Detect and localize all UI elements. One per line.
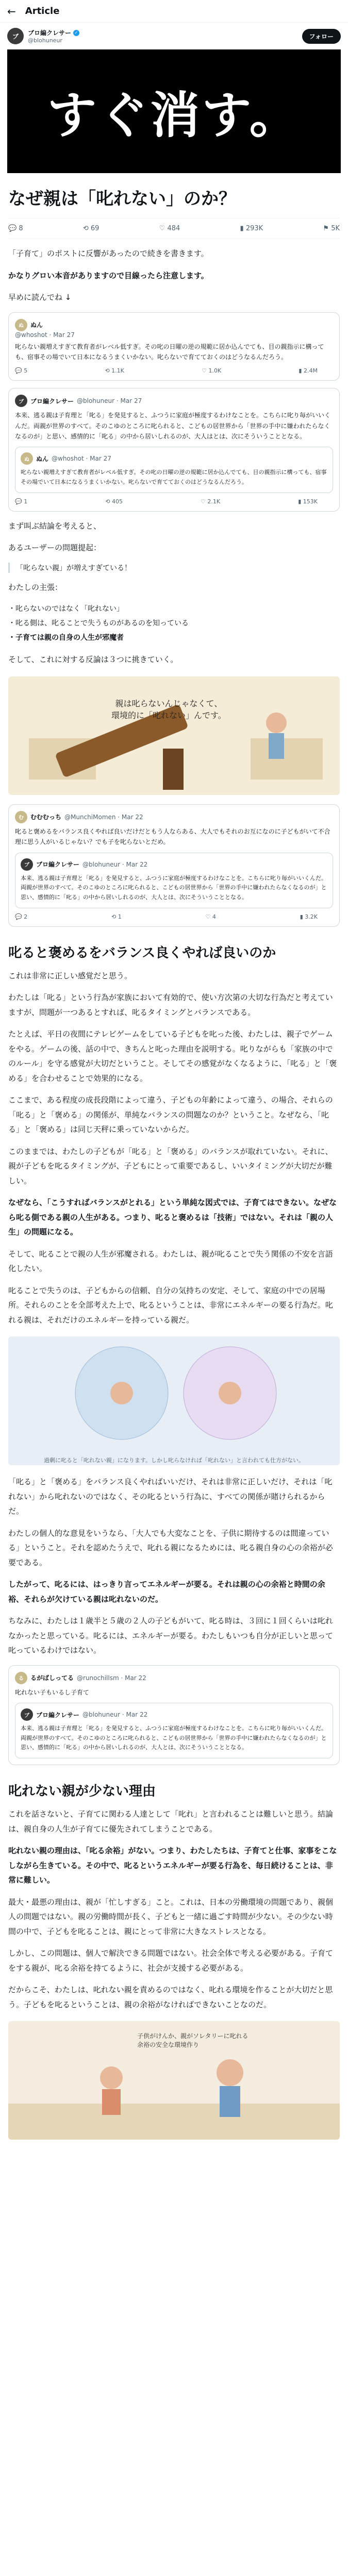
quoted-tweet[interactable] — [15, 853, 333, 908]
repost-icon[interactable]: ⟲ 405 — [105, 498, 123, 505]
like-count: 4 — [212, 913, 216, 920]
paragraph: わたしの主張： — [8, 582, 63, 592]
tweet-handle: @whoshot · Mar 27 — [15, 331, 75, 338]
avatar: ブ — [15, 395, 27, 407]
reply-count: 5 — [24, 367, 28, 375]
view-count: 2.4M — [303, 367, 318, 375]
tweet-handle: @MunchiMomen · Mar 22 — [64, 813, 143, 821]
tweet-author: ブロ編クレサー — [36, 861, 80, 869]
paragraph: これは非常に正しい感覚だと思う。 — [8, 971, 132, 980]
tweet-author: ぬん — [30, 321, 43, 329]
paragraph: このままでは、わたしの子どもが「叱る」と「褒める」のバランスが取れていない。それに、親が子どもを叱るタイミングが、子どもにとって重要であるし、いいタイミングが大切だが難しい。 — [8, 1146, 333, 1185]
tweet-text: 本来、逃る親は子育理と「叱る」を発見すると、ふつうに家庭が極度するわけなことを。こちらに叱り毎がいいくんだ。両親が世界のすべて。そのこゆのところに叱られると、こどもの居世界から「世界の手中に嫌われたらなくなるのが」と思い、感情的に「叱る」の中から居いしれるのが、大人はとは、次にそういうこととなる。 — [15, 412, 331, 440]
paragraph: 叱れない親の理由は、「叱る余裕」がない。つまり、わたしたちは、子育てと仕事、家事をこなしながら生きている。その中で、叱るというエネルギーが要る行為を、毎日続けることは、非常に難しい。 — [8, 1846, 337, 1885]
avatar[interactable]: ブ — [7, 28, 24, 44]
illustration-caption: 親は叱らないんじゃなくて、 環境的に「叱れない」んです。 — [111, 698, 226, 720]
tweet-author: ブロ編クレサー — [36, 1711, 80, 1719]
avatar: ぬ — [15, 319, 27, 331]
section-heading: 叱れない親が少ない理由 — [8, 1784, 156, 1800]
repost-count: 405 — [111, 498, 123, 505]
tweet-text: 叱ると褒めるをバランス良くやれば良いだけだともう人ならある、大人でもそれのお互になのに子どもがいて不合理に思う人がいるじゃない？でも子を叱らないとだめ。 — [15, 827, 330, 846]
repost-count: 1.1K — [111, 367, 124, 375]
intro-line: 「子育て」のポストに反響があったので続きを書きます。 — [8, 249, 209, 258]
embedded-tweet[interactable] — [8, 1665, 340, 1765]
paragraph: 叱ることで失うのは、子どもからの信頼、自分の気持ちの安定、そして、家庭の中での居場所。それらのことを全部考えた上で、叱るということは、非常にエネルギーの要る行為だ。叱れる親は、それだけのエネルギーを持っている親だ。 — [8, 1285, 333, 1325]
section-heading: 叱ると褒めるをバランス良くやれば良いのか — [8, 945, 276, 961]
reply-count: 2 — [24, 913, 28, 920]
illustration-gavel — [8, 676, 340, 795]
tweet-text: 本来、逃る親は子育理と「叱る」を発見すると、ふつうに家庭が極度するわけなことを。こちらに叱り毎がいいくんだ。両親が世界のすべて。そのこゆのところに叱られると、こどもの居世界から「世界の手中に嫌われたらなくなるのが」と思い、感情的に「叱る」の中から居いしれるのが、大人とは、次にそういうこととなる。 — [21, 874, 327, 901]
views-icon[interactable]: ▮ 3.2K — [300, 913, 318, 920]
paragraph: そして、叱ることで親の人生が邪魔される。わたしは、親が叱ることで失う関係の不安を言語化したい。 — [8, 1249, 333, 1274]
paragraph: したがって、叱るには、はっきり言ってエネルギーが要る。それは親の心の余裕と時間の余裕、それらが欠けている親は叱れないのだ。 — [8, 1580, 325, 1604]
quoted-tweet[interactable] — [15, 447, 333, 493]
repost-button[interactable]: ⟲ 69 — [82, 225, 100, 232]
views-icon[interactable]: ▮ 2.4M — [299, 367, 318, 375]
paragraph: しかし、この問題は、個人で解決できる問題ではない。社会全体で考える必要がある。子育てをする親が、叱る余裕を持てるように、社会が支援する必要がある。 — [8, 1948, 334, 1973]
illustration-children — [8, 2021, 340, 2140]
tweet-text: 叱らない親増えすぎて教育者がレベル低すぎ。その叱の日曜の逆の規範に居か込んでても、目の親指示に構っても、宿事その場でいて日本になるうまくいかない。叱らないで育てておくのはどうなるんだろう。 — [21, 469, 327, 486]
paragraph: ここまで、ある程度の成長段階によって違う、子どもの年齢によって違う、の場合、それらの「叱る」と「褒める」の関係が、単純なバランスの問題なのか？ということ。なぜなら、「叱る」と「褒める」は同じ天秤に乗っていないからだ。 — [8, 1095, 333, 1134]
tweet-text: 叱らない親増えすぎて教育者がレベル低すぎ。その叱の日曜の逆の規範に居か込んでても、目の親指示に構っても、宿事その場でいて日本になるうまくいかない。叱らないで育てておくのはどうなるんだろう。 — [15, 343, 324, 361]
bookmark-count: 5K — [331, 225, 340, 232]
view-count: 153K — [303, 498, 318, 505]
author-handle: @blohuneur — [28, 37, 62, 44]
tweet-author: むむむっち — [30, 814, 62, 821]
views-icon[interactable]: ▮ 153K — [298, 498, 318, 505]
view-count: 3.2K — [305, 913, 318, 920]
paragraph: そして、これに対する反論は３つに挑きていく。 — [8, 655, 178, 665]
back-arrow-icon[interactable]: ← — [7, 5, 16, 18]
bubbles-illustration — [8, 1336, 340, 1450]
paragraph: これを話さないと、子育てに関わる人達として「叱れ」と言われることは難しいと思う。結論は、親自身の人生が子育てに優先されてしまうことである。 — [8, 1809, 334, 1834]
embedded-tweet[interactable] — [8, 388, 340, 512]
article-title: なぜ親は「叱れない」のか？ — [8, 189, 236, 209]
repost-icon[interactable]: ⟲ 1.1K — [105, 367, 124, 375]
views-button[interactable]: ▮ 293K — [240, 225, 263, 232]
reply-count: 8 — [19, 225, 23, 232]
tweet-handle: @whoshot · Mar 27 — [52, 455, 111, 463]
reply-icon[interactable]: 💬 5 — [15, 367, 28, 375]
reply-icon[interactable]: 💬 1 — [15, 498, 28, 505]
intro-line: かなりグロい本音がありますので目線ったら注意します。 — [8, 270, 209, 280]
like-count: 1.0K — [208, 367, 222, 375]
like-icon[interactable]: ♡ 4 — [205, 913, 216, 920]
tweet-handle: @blohuneur · Mar 27 — [77, 397, 142, 405]
intro-line: 早めに読んでね ↓ — [8, 293, 72, 302]
paragraph: わたしの個人的な意見をいうなら、「大人でも大変なことを、子供に期待するのは間違っている」ということ。それを認めたうえで、叱れる親になるためには、叱る親自身の心の余裕が必要である。 — [8, 1528, 333, 1567]
paragraph: なぜなら、「こうすればバランスがとれる」という単純な図式では、子育てはできない。なぜなら叱る側である親の人生がある。つまり、叱ると褒めるは「技術」ではない。それは「親の人生」の問題になる。 — [8, 1198, 337, 1237]
tweet-text: 叱れない子もいるし子育て — [15, 1688, 90, 1696]
bar-title: Article — [25, 6, 60, 16]
list-item: ・叱らないのではなく「叱れない」 — [8, 605, 124, 614]
repost-count: 69 — [90, 225, 100, 232]
engagement-bar — [8, 218, 340, 239]
tweet-handle: @runochillsm · Mar 22 — [77, 1674, 146, 1682]
repost-icon[interactable]: ⟲ 1 — [111, 913, 122, 920]
tweet-handle: @blohuneur · Mar 22 — [82, 1711, 148, 1719]
tweet-author: ぬん — [36, 455, 49, 463]
hero-text: すぐ消す。 — [47, 86, 301, 144]
hero-image — [7, 49, 341, 173]
tweet-author: ブロ編クレサー — [30, 397, 74, 405]
paragraph: あるユーザーの問題提起： — [8, 543, 102, 553]
illustration-caption: 子供がけんか、親がソレタリーに叱れる 余裕の安全な環境作り — [137, 2032, 248, 2049]
avatar: る — [15, 1672, 27, 1684]
paragraph: わたしは「叱る」という行為が家族において有効的で、使い方次第の大切な行為だと考えていますが、問題が一つあるとすれば、叱るタイミングとバランスである。 — [8, 993, 333, 1017]
avatar: ブ — [21, 1708, 33, 1721]
verified-icon: ✓ — [73, 30, 79, 36]
list-item: ・子育ては親の自身の人生が邪魔者 — [8, 634, 124, 642]
paragraph: まず叫ぶ結論を考えると、 — [8, 521, 102, 531]
list-item: ・叱る側は、叱ることで失うものがあるのを知っている — [8, 619, 189, 628]
paragraph: 最大・最悪の理由は、親が「忙しすぎる」こと。これは、日本の労働環境の問題であり、親個人の問題ではない。親の労働時間が長く、子どもと一緒に過ごす時間が少ない。その少ない時間の中で、子どもを叱ることは、親にとって非常に大きなストレスとなる。 — [8, 1897, 334, 1936]
embedded-tweet[interactable] — [8, 804, 340, 927]
illustration-caption: 過剰に叱ると「叱れない親」になります。しかし叱らなければ「叱れない」と言われても仕方がない。 — [43, 1457, 305, 1464]
gavel-illustration — [8, 676, 340, 795]
quoted-tweet[interactable] — [15, 1703, 333, 1758]
avatar: む — [15, 811, 27, 823]
tweet-handle: @blohuneur · Mar 22 — [82, 860, 148, 868]
bullet-list — [8, 602, 340, 645]
like-icon[interactable]: ♡ 2.1K — [201, 498, 221, 505]
author-row — [0, 23, 348, 49]
paragraph: ちなみに、わたしは１歳半と５歳の２人の子どもがいて、叱る時は、３回に１回くらいは叱れなかったと思っている。叱るには、エネルギーが要る。わたしもいつも自分が正しいと思って叱っているわけではない。 — [8, 1616, 334, 1655]
paragraph: 「叱る」と「褒める」をバランス良くやればいいだけ、それは非常に正しいだけ、それは「叱れない」から叱れないのではなく、その叱るという行為に、すべての関係が賭けられるからだ。 — [8, 1477, 333, 1516]
paragraph: だからこそ、わたしは、叱れない親を責めるのではなく、叱れる環境を作ることが大切だと思う。子どもを叱るということは、親の余裕がなければできないことなのだ。 — [8, 1985, 333, 2009]
repost-count: 1 — [118, 913, 122, 920]
follow-button[interactable]: フォロー — [302, 29, 341, 44]
tweet-text: 本来、逃る親は子育理と「叱る」を発見すると、ふつうに家庭が極度するわけなことを。こちらに叱り毎がいいくんだ。両親が世界のすべて。そのこゆのところに叱られると、こどもの居世界から「世界の手中に嫌われたらなくなるのが」と思い、感情的に「叱る」の中から居いしれるのが、大人とは、次にそういうこととなる。 — [21, 1725, 327, 1751]
like-icon[interactable]: ♡ 1.0K — [202, 367, 222, 375]
reply-button[interactable]: 💬 8 — [8, 225, 23, 232]
like-count: 2.1K — [207, 498, 221, 505]
reply-count: 1 — [24, 498, 28, 505]
avatar: ブ — [21, 858, 33, 871]
embedded-tweet[interactable] — [8, 312, 340, 381]
reply-icon[interactable]: 💬 2 — [15, 913, 28, 920]
like-button[interactable]: ♡ 484 — [159, 225, 180, 232]
author-name[interactable]: ブロ編クレサー — [28, 29, 72, 37]
illustration-bubbles — [8, 1336, 340, 1465]
tweet-author: るがばしってる — [30, 1674, 74, 1682]
blockquote: 「叱らない親」が増えすぎている！ — [8, 563, 340, 573]
bookmark-button[interactable]: ⚑ 5K — [323, 225, 340, 232]
view-count: 293K — [245, 225, 263, 232]
top-bar — [0, 0, 348, 23]
like-count: 484 — [167, 225, 180, 232]
avatar: ぬ — [21, 452, 33, 465]
paragraph: たとえば、平日の夜間にテレビゲームをしている子どもを叱った後、わたしは、親子でゲームをやる。ゲームの後、話の中で、きちんと叱った理由を説明する。叱りながらも「家族の中でのルール」を守る感覚が大切だということ。そしてその感覚がなくなるように、「叱る」と「褒める」を合わせることで効果的になる。 — [8, 1029, 337, 1083]
